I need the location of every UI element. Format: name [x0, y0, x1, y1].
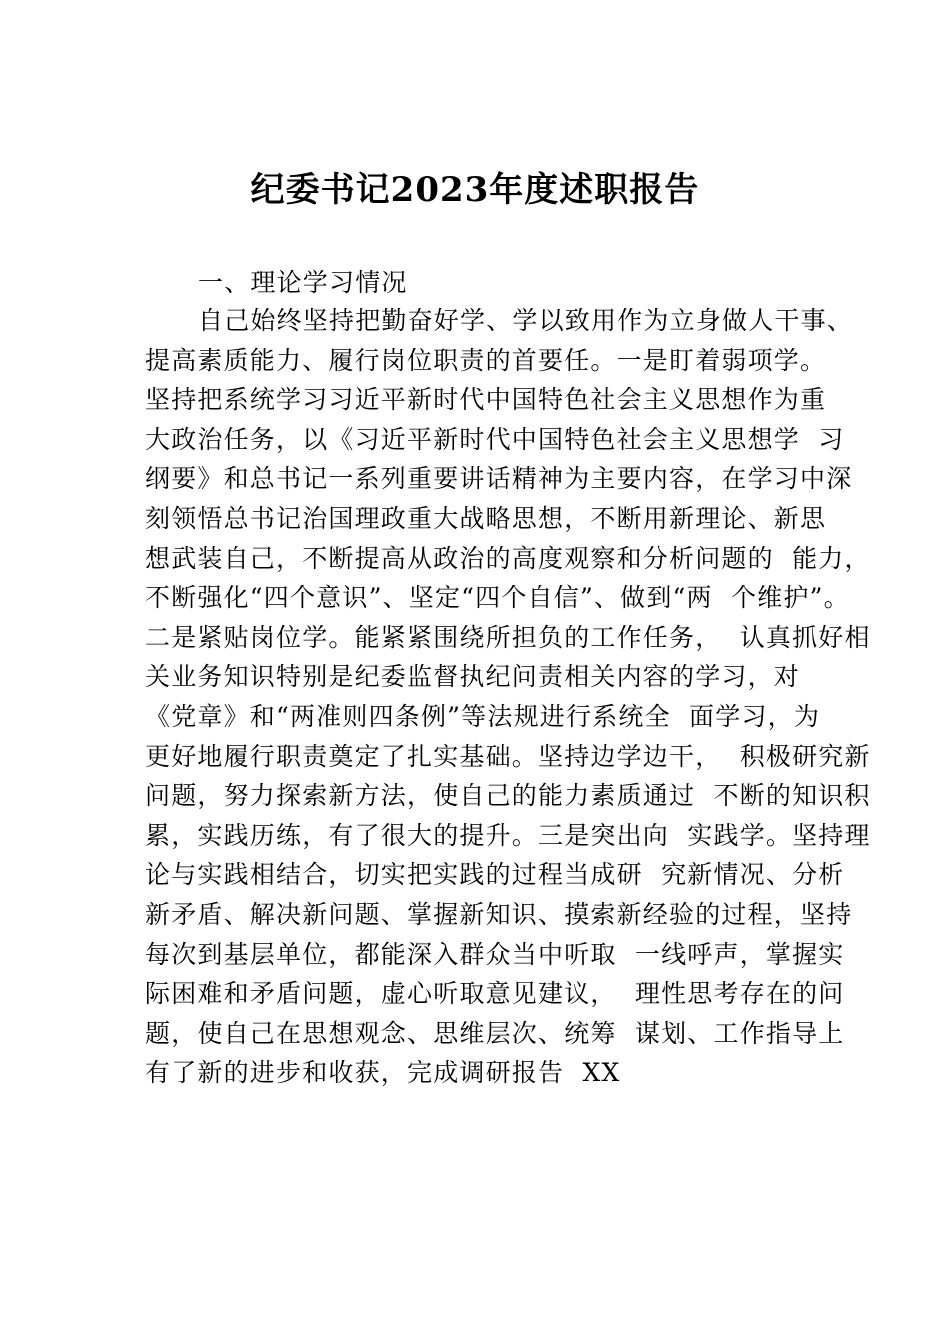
body-line: 想武装自己，不断提高从政治的高度观察和分析问题的 能力，: [145, 543, 871, 573]
body-line: 二是紧贴岗位学。能紧紧围绕所担负的工作任务， 认真抓好相: [145, 622, 871, 652]
body-line: 更好地履行职责奠定了扎实基础。坚持边学边干， 积极研究新: [145, 741, 871, 771]
body-line: 问题，努力探索新方法，使自己的能力素质通过 不断的知识积: [145, 781, 871, 811]
body-line: 自己始终坚持把勤奋好学、学以致用作为立身做人干事、: [198, 306, 854, 335]
section-heading: 一、理论学习情况: [198, 268, 408, 297]
body-line: 不断强化“四个意识”、坚定“四个自信”、做到“两 个维护”。: [145, 583, 850, 613]
body-line: 纲要》和总书记一系列重要讲话精神为主要内容，在学习中深: [145, 464, 853, 494]
body-line: 关业务知识特别是纪委监督执纪问责相关内容的学习，对: [145, 662, 801, 692]
body-line: 坚持把系统学习习近平新时代中国特色社会主义思想作为重: [145, 385, 827, 415]
body-line: 刻领悟总书记治国理政重大战略思想，不断用新理论、新思: [145, 504, 827, 533]
body-line: 累，实践历练，有了很大的提升。三是突出向 实践学。坚持理: [145, 820, 871, 850]
document-title: 纪委书记2023年度述职报告: [250, 170, 700, 210]
body-line: 新矛盾、解决新问题、掌握新知识、摸索新经验的过程，坚持: [145, 900, 853, 929]
body-line: 大政治任务，以《习近平新时代中国特色社会主义思想学 习: [145, 424, 845, 454]
body-line: 论与实践相结合，切实把实践的过程当成研 究新情况、分析: [145, 860, 845, 890]
body-line: 有了新的进步和收获，完成调研报告 XX: [145, 1058, 621, 1088]
body-line: 《党章》和“两准则四条例”等法规进行系统全 面学习，为: [145, 702, 821, 731]
body-line: 每次到基层单位，都能深入群众当中听取 一线呼声，掌握实: [145, 939, 845, 969]
body-line: 题，使自己在思想观念、思维层次、统筹 谋划、工作指导上: [145, 1018, 845, 1048]
body-line: 际困难和矛盾问题，虚心听取意见建议， 理性思考存在的问: [145, 979, 845, 1009]
body-line: 提高素质能力、履行岗位职责的首要任。一是盯着弱项学。: [145, 345, 827, 375]
